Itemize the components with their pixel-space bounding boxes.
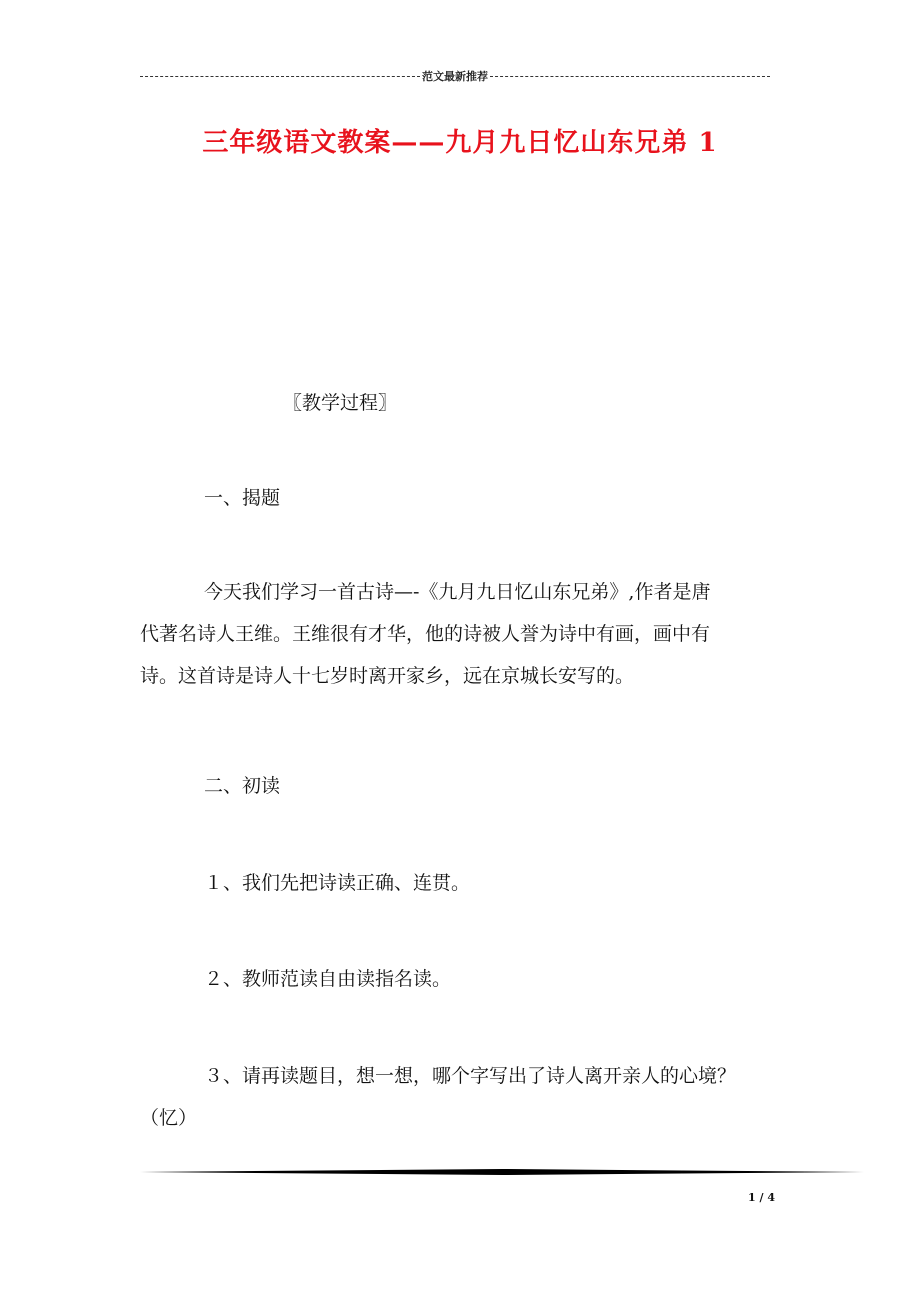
list-item-3-line: ３、请再读题目，想一想，哪个字写出了诗人离开亲人的心境？: [204, 1065, 737, 1087]
document-title: 三年级语文教案——九月九日忆山东兄弟 1: [202, 128, 718, 158]
paragraph-line: 代著名诗人王维。王维很有才华，他的诗被人誉为诗中有画，画中有: [140, 623, 711, 645]
footer-rule: [140, 1168, 864, 1176]
list-item-2: ２、教师范读自由读指名读。: [204, 968, 452, 990]
part1-paragraph: [140, 571, 790, 697]
header-dashes-right: [490, 76, 770, 77]
header-label: 范文最新推荐: [422, 70, 488, 83]
list-item-3-line: （忆）: [140, 1107, 198, 1129]
paragraph-line: 今天我们学习一首古诗—-《九月九日忆山东兄弟》,作者是唐: [204, 581, 711, 603]
list-item-3: [140, 1055, 790, 1139]
part1-heading: 一、揭题: [204, 487, 281, 509]
page-number: 1 / 4: [748, 1191, 775, 1204]
section-heading: 〖教学过程〗: [283, 392, 398, 414]
list-item-1: １、我们先把诗读正确、连贯。: [204, 872, 471, 894]
header-dashes-left: [140, 76, 420, 77]
page-header: [140, 68, 770, 84]
paragraph-line: 诗。这首诗是诗人十七岁时离开家乡，远在京城长安写的。: [140, 665, 635, 687]
part2-heading: 二、初读: [204, 775, 281, 797]
